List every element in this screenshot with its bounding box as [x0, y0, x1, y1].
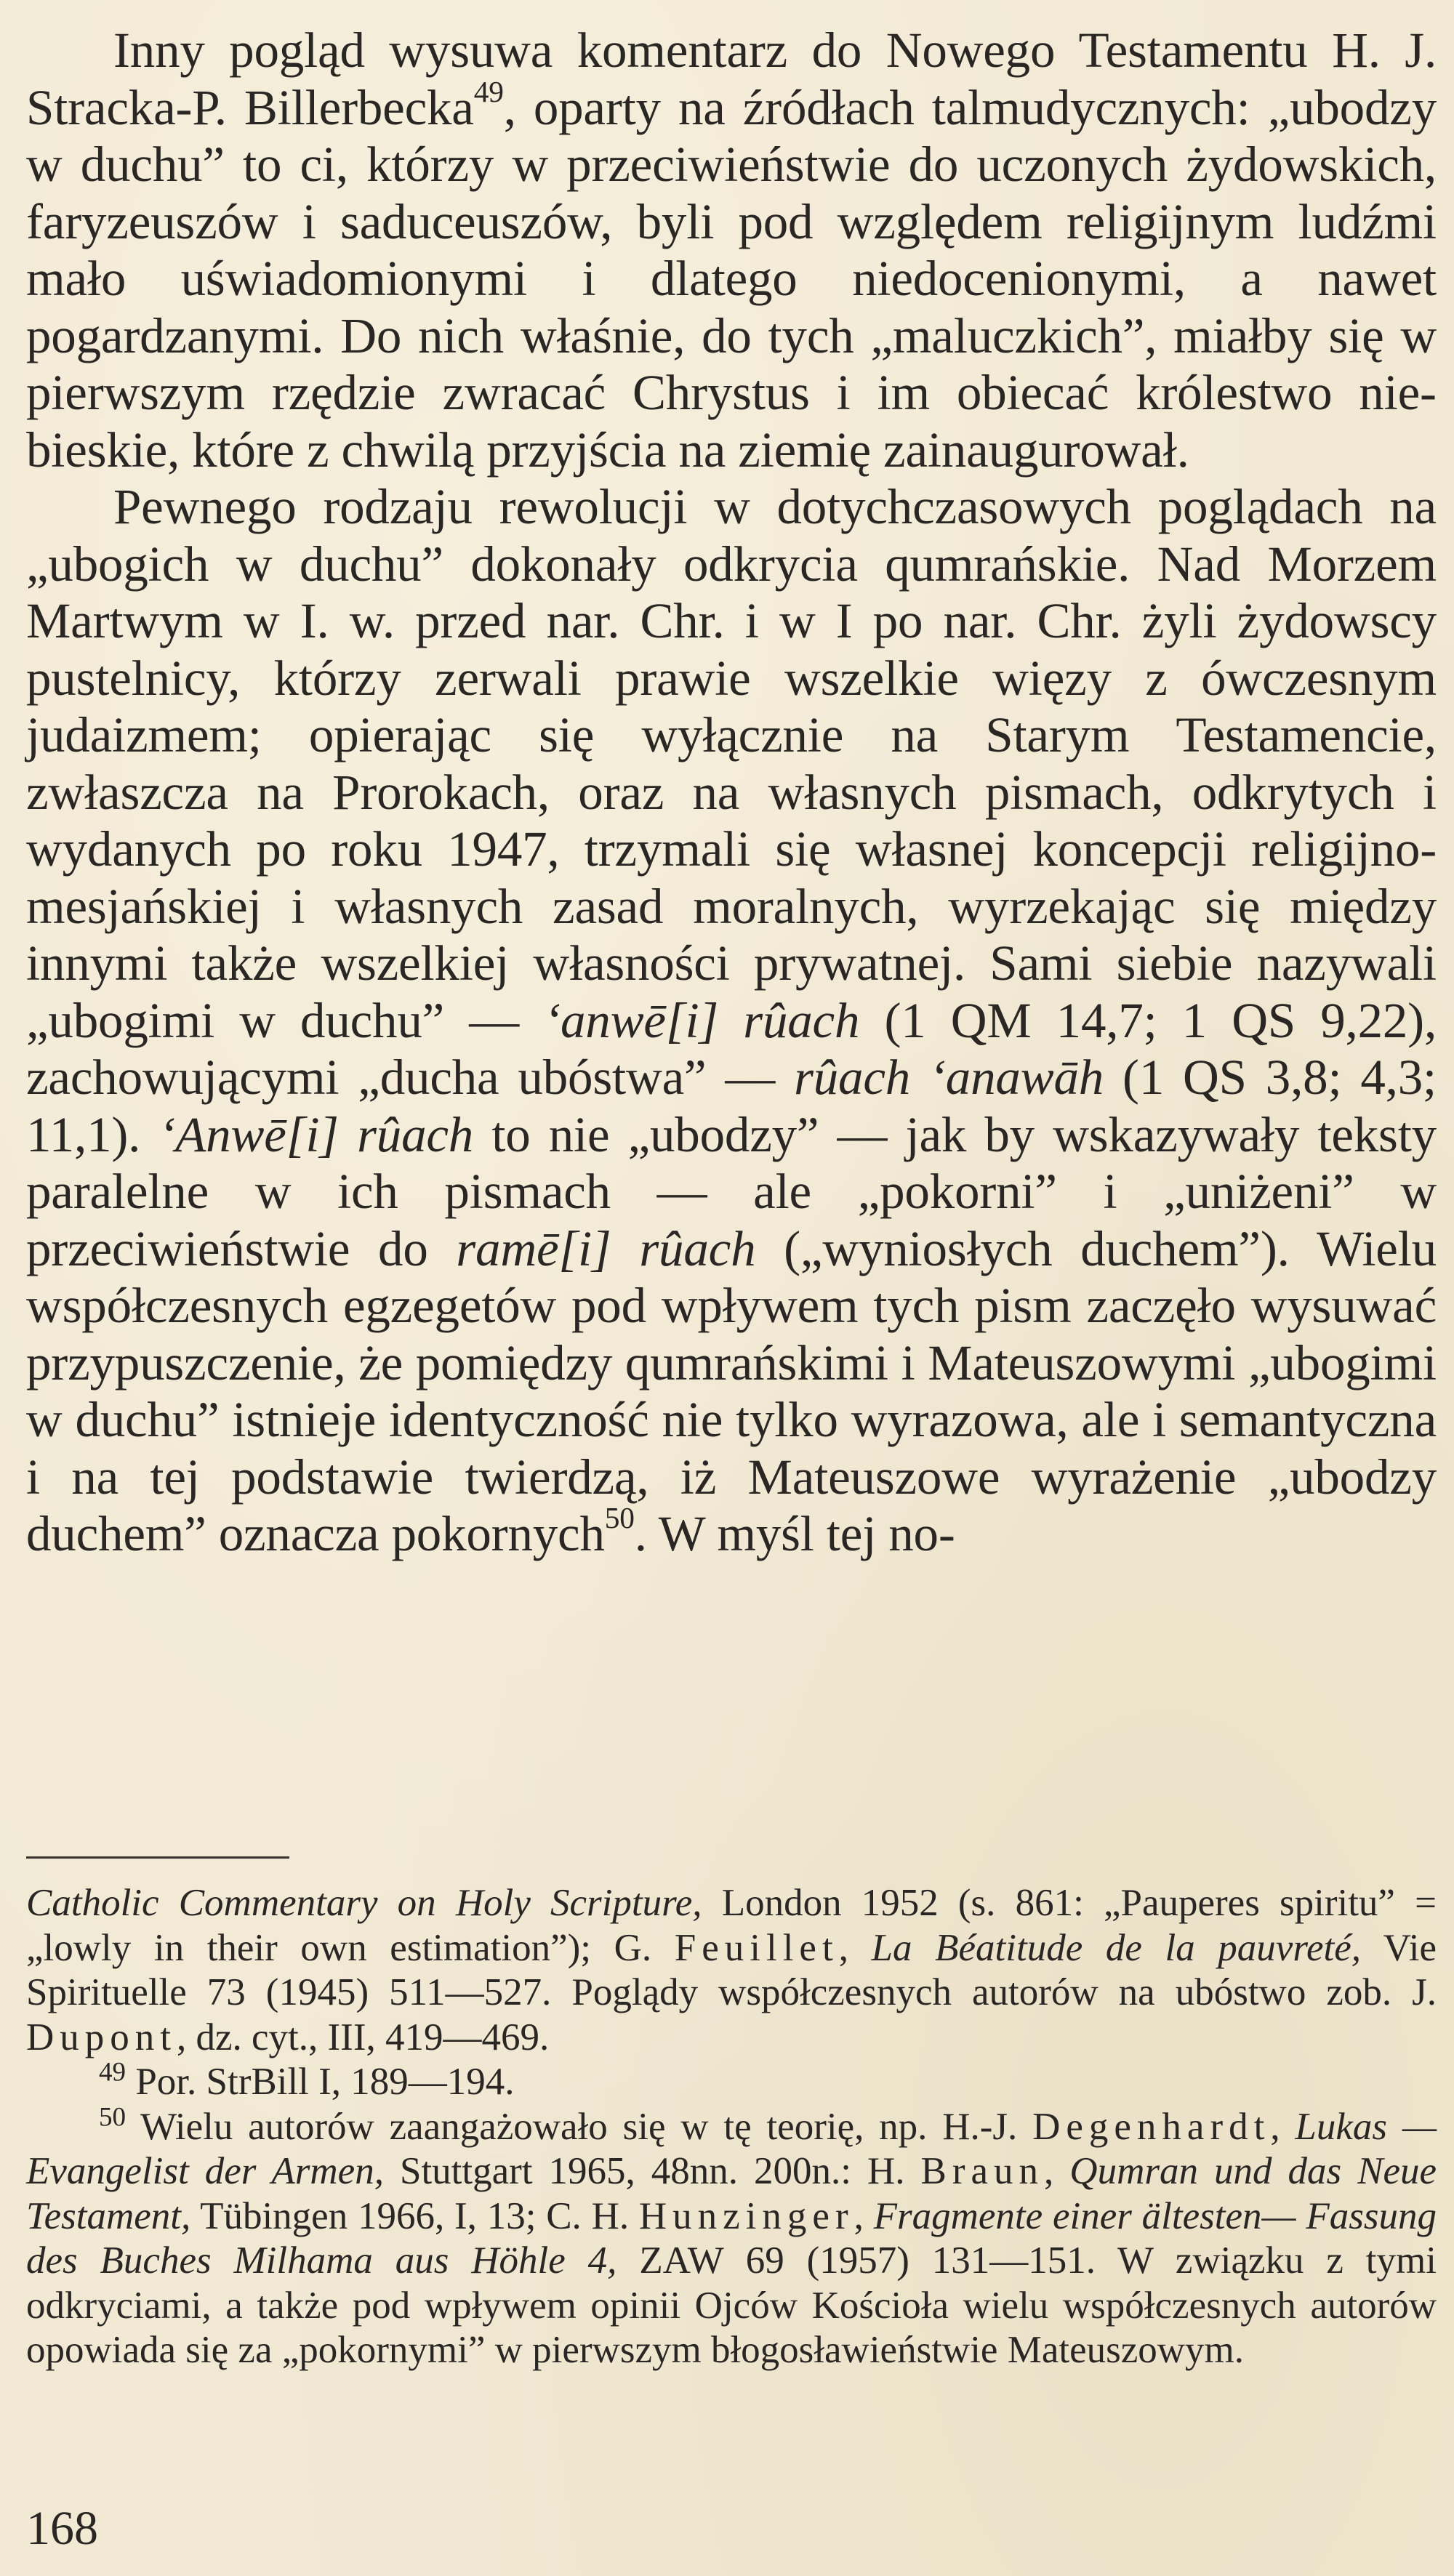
footnote-50-text-d: , [1044, 2150, 1070, 2192]
paragraph-1-text-a: Inny pogląd wysuwa komentarz do Nowego Testamentu H. J. Stracka-P. Billerbecka [26, 23, 1437, 135]
footnote-cont-text-a: London 1952 (s. 861: „Pauperes spiritu” = „lowly in their own estimation”); G. [26, 1882, 1437, 1969]
paragraph-2-text-b: (1 QM 14,7; 1 QS 9,22), zachowującymi „ducha ubóstwa” — [26, 992, 1437, 1105]
hebrew-term-anwe-ruach: ‘anwē[i] rûach [544, 992, 860, 1048]
footnote-continuation [26, 1881, 1437, 2060]
paragraph-2-text-e: („wyniosłych duchem”). Wielu współczesnych egzegetów pod wpływem tych pism zaczęło wysuwać przypuszczenie, że pomiędzy qumrańskimi i Mateuszowymi „ubogimi w duchu” istnieje identyczność nie tylko wyrazowa, ale i semantyczna i na tej podstawie twierdzą, iż Mateuszowe wyrażenie „ubodzy duchem” oznacza pokornych [26, 1220, 1437, 1561]
author-degenhardt: Degenhardt [1032, 2105, 1271, 2148]
footnote-50-text-g: ZAW 69 (1957) 131—151. W związku z tymi odkryciami, a także pod wpływem opinii Ojców Kościoła wielu współczesnych autorów opowiada się za „pokornymi” w pierwszym błogosławieństwie Mateuszowym. [26, 2239, 1437, 2371]
footnote-cont-text-d: , dz. cyt., III, 419—469. [177, 2016, 550, 2058]
footnote-divider [26, 1856, 289, 1859]
footnote-50-text-c: Stuttgart 1965, 48nn. 200n.: H. [383, 2150, 921, 2192]
footnote-50-text-a: Wielu autorów zaangażowało się w tę teorię, np. H.-J. [126, 2105, 1033, 2148]
title-catholic-commentary: Catholic Commentary on Holy Scripture, [26, 1882, 702, 1924]
footnotes [26, 1881, 1437, 2373]
footnote-49-text: Por. StrBill I, 189—194. [126, 2061, 515, 2103]
paragraph-2-text-a: Pewnego rodzaju rewolucji w dotychczasowych poglądach na „ubogich w duchu” dokonały odkrycia qumrańskie. Nad Morzem Martwym w I. w. przed nar. Chr. i w I po nar. Chr. żyli żydowscy pustelnicy, którzy zerwali prawie wszelkie więzy z ówczesnym judaizmem; opierając się wyłącznie na Starym Testamencie, zwłaszcza na Prorokach, oraz na własnych pismach, odkrytych i wydanych po roku 1947, trzymali się własnej koncepcji religijno-mesjańskiej i własnych zasad moralnych, wyrzekając się między innymi także wszelkiej własności prywatnej. Sami siebie nazywali „ubogimi w duchu” — [26, 479, 1437, 1048]
footnote-49-number: 49 [99, 2057, 126, 2088]
title-qumran: Qumran und das Neue Testament, [26, 2150, 1437, 2237]
main-text [26, 22, 1437, 1563]
footnote-50 [26, 2101, 1437, 2373]
page-number: 168 [26, 2502, 98, 2555]
hebrew-term-rame-ruach: ramē[i] rûach [456, 1220, 756, 1276]
footnote-50-text-e: Tübingen 1966, I, 13; C. H. [190, 2194, 639, 2237]
title-fragmente: Fragmente einer ältesten— Fassung des Buches Milhama aus Höhle 4, [26, 2194, 1437, 2282]
footnote-ref-50: 50 [604, 1500, 635, 1534]
footnote-49 [26, 2057, 1437, 2105]
author-feuillet: Feuillet [674, 1926, 839, 1969]
paragraph-1-text-b: , oparty na źródłach talmudycznych: „ubodzy w duchu” to ci, którzy w przeciwieństwie do uczonych żydowskich, faryzeuszów i saduceuszów, byli pod względem religijnym ludźmi mało uświadomionymi i dlatego niedocenionymi, a nawet pogardzanymi. Do nich właśnie, do tych „maluczkich”, miałby się w pierwszym rzędzie zwracać Chrystus i im obiecać królestwo niebieskie, które z chwilą przyjścia na ziemię zainaugurował. [26, 79, 1437, 478]
author-braun: Braun [920, 2150, 1045, 2192]
footnote-50-number: 50 [99, 2101, 126, 2132]
footnote-cont-text-b: , [838, 1926, 872, 1969]
footnote-50-text-f: , [853, 2194, 874, 2237]
paragraph-2-text-f: . W myśl tej no- [634, 1506, 955, 1561]
paragraph-2-text-c: (1 QS 3,8; 4,3; 11,1). [26, 1050, 1437, 1162]
footnote-ref-49: 49 [473, 74, 504, 108]
author-dupont: Dupont [26, 2016, 177, 2058]
footnote-cont-text-c: Vie Spirituelle 73 (1945) 511—527. Poglądy współczesnych autorów na ubóstwo zob. J. [26, 1926, 1437, 2013]
hebrew-term-ruach-anawah: rûach ‘anawāh [794, 1050, 1104, 1105]
paragraph-2-text-d: to nie „ubodzy” — jak by wskazywały teksty paralelne w ich pismach — ale „pokorni” i „uniżeni” w przeciwieństwie do [26, 1106, 1437, 1276]
title-beatitude: La Béatitude de la pauvreté, [871, 1926, 1362, 1969]
title-lukas: Lukas — Evangelist der Armen, [26, 2105, 1437, 2192]
footnote-50-text-b: , [1270, 2105, 1296, 2148]
paragraph-1 [26, 22, 1437, 478]
hebrew-term-anwe-ruach-2: ‘Anwē[i] rûach [158, 1106, 474, 1162]
author-hunzinger: Hunzinger [638, 2194, 854, 2237]
paragraph-2 [26, 478, 1437, 1563]
